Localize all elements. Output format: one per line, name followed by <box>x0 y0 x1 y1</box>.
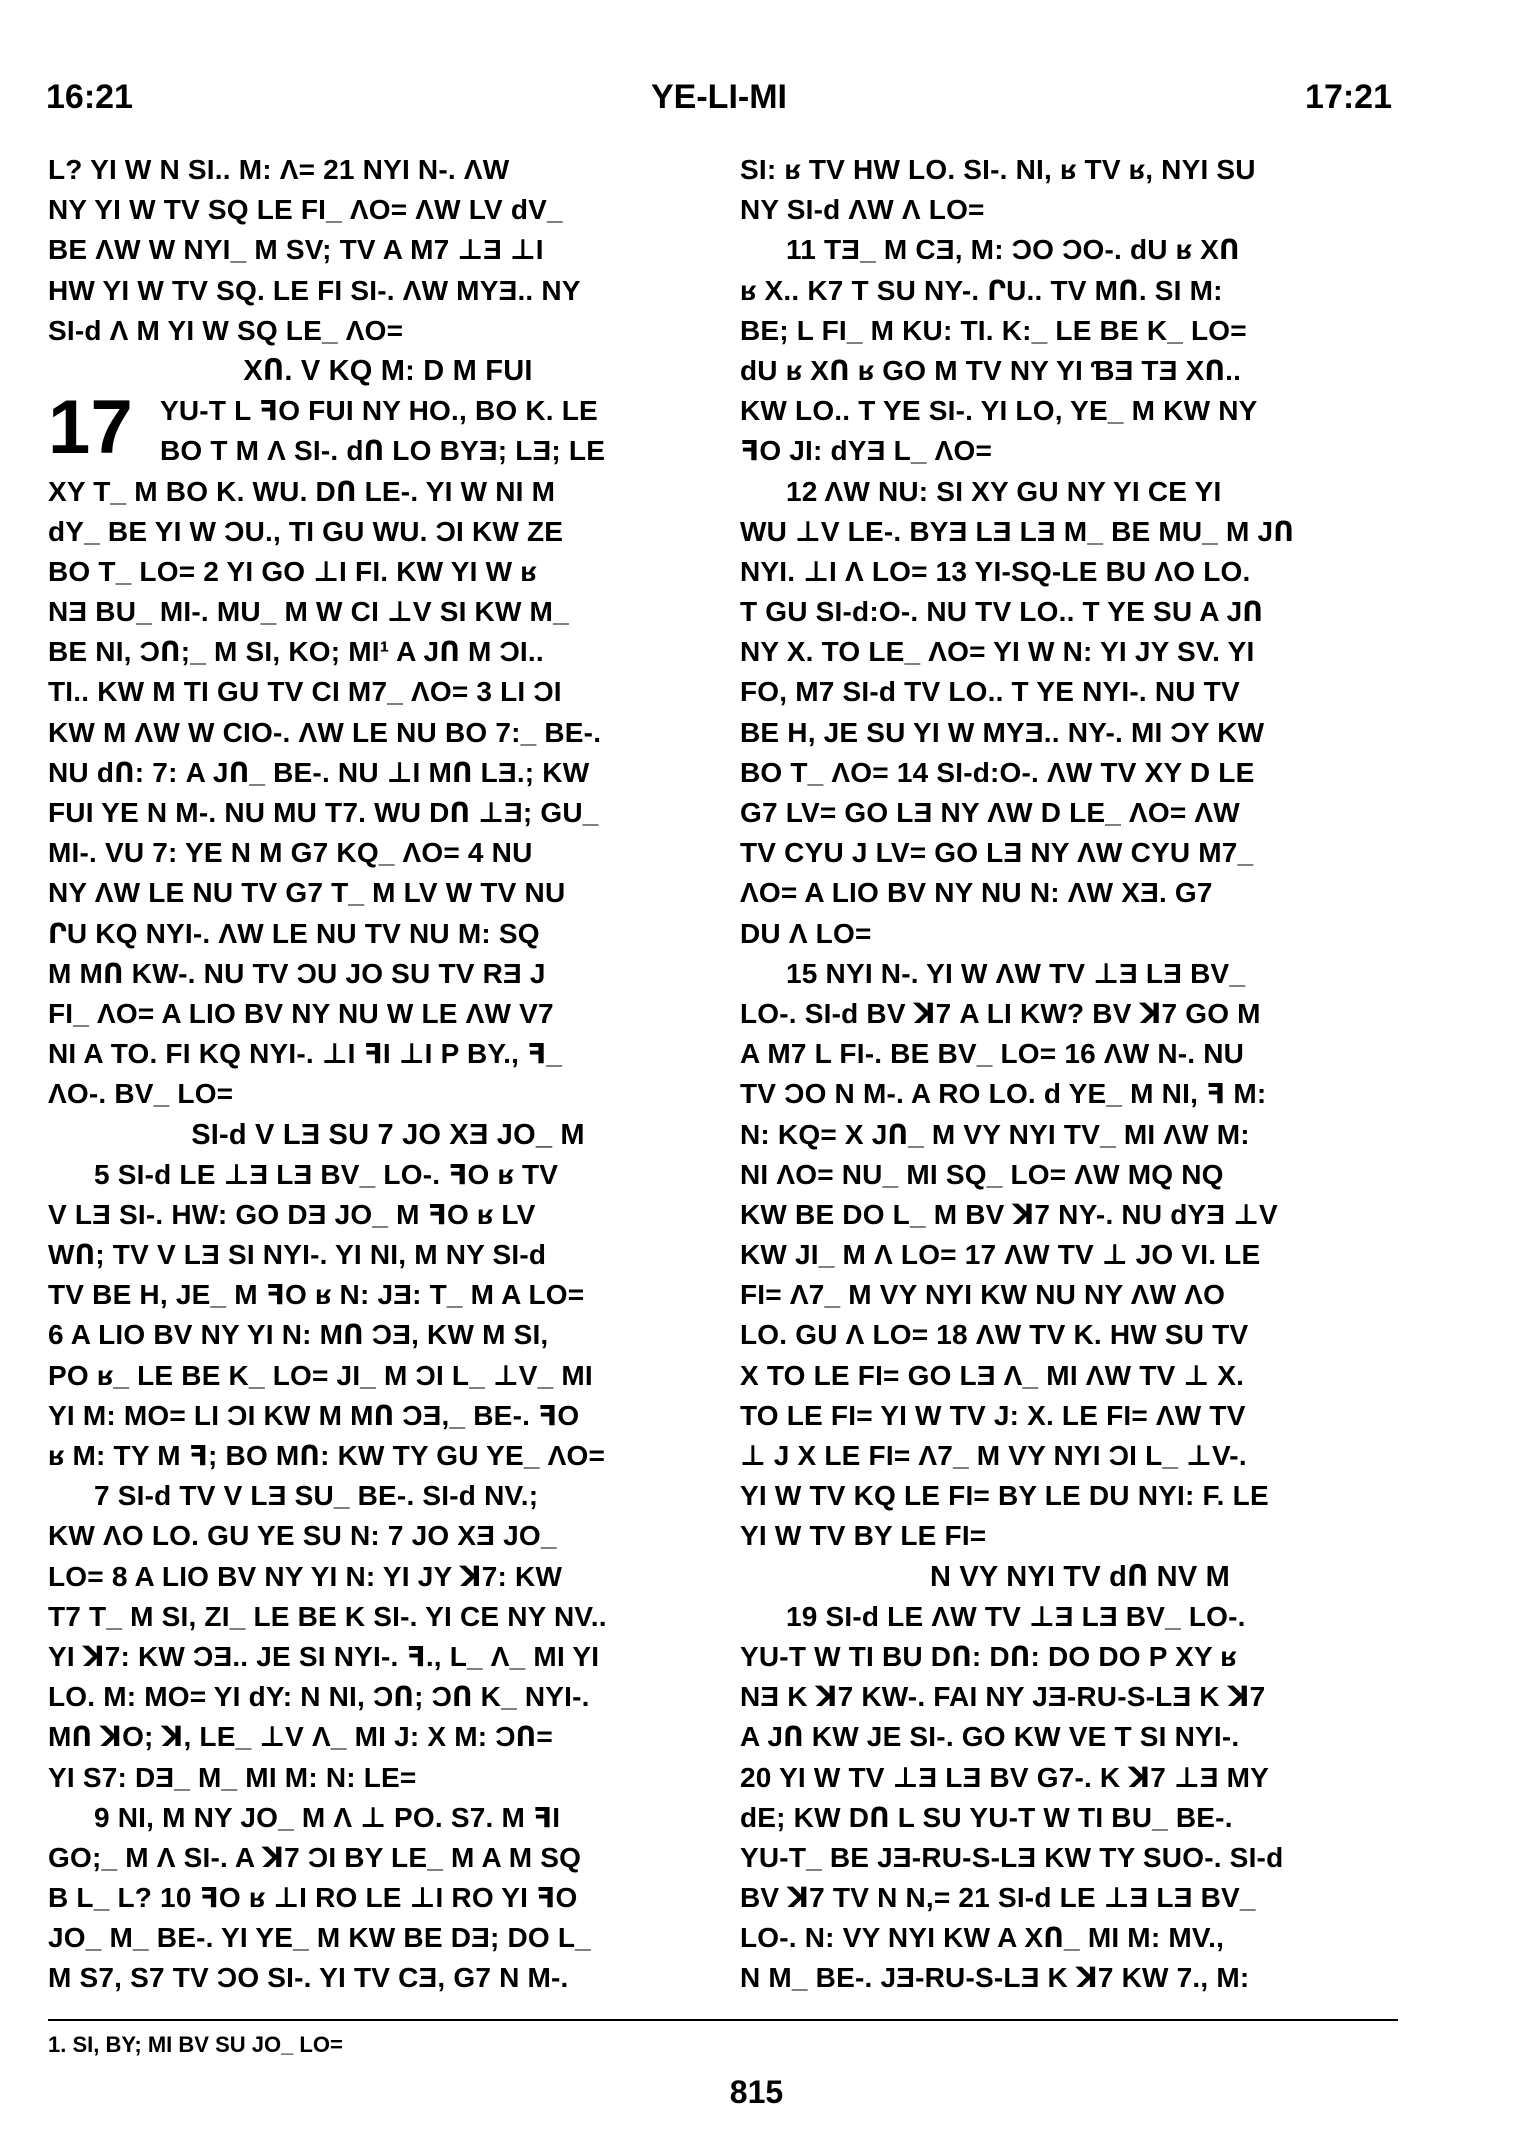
text-line: dE; KW DՈ L SU YU-T W TI BU_ BE-. <box>740 1801 1233 1833</box>
text-line: ՐU KQ NYI-. ΛW LE NU TV NU M: SQ <box>48 917 540 949</box>
text-line: FO, M7 SI-d TV LO.. T YE NYI-. NU TV <box>740 676 1240 708</box>
text-line: NY SI-d ΛW Λ LO= <box>740 194 985 226</box>
text-line: 9 NI, M NY JO_ M Λ ⊥ PO. S7. M ꟻI <box>94 1801 561 1833</box>
text-line: LO. GU Λ LO= 18 ΛW TV K. HW SU TV <box>740 1319 1249 1351</box>
text-line: KW JI_ M Λ LO= 17 ΛW TV ⊥ JO VI. LE <box>740 1239 1261 1271</box>
running-header <box>46 78 1392 128</box>
text-line: MI-. VU 7: YE N M G7 KQ_ ΛO= 4 NU <box>48 837 533 869</box>
text-line: BE H, JE SU YI W MYƎ.. NY-. MI ƆY KW <box>740 716 1265 748</box>
text-line: YI M: MO= LI ƆI KW M MՈ ƆƎ,_ BE-. ꟻO <box>48 1399 580 1431</box>
text-line: JO_ M_ BE-. YI YE_ M KW BE DƎ; DO L_ <box>48 1922 591 1954</box>
chapter-number: 17 <box>48 385 133 471</box>
text-line: KW BE DO L_ M BV ꓘ7 NY-. NU dYƎ ⊥V <box>740 1198 1278 1230</box>
footnote: 1. SI, BY; MI BV SU JO_ LO= <box>48 2032 343 2057</box>
text-line: ʁ X.. K7 T SU NY-. ՐU.. TV MՈ. SI M: <box>740 274 1223 306</box>
text-line: A JՈ KW JE SI-. GO KW VE T SI NYI-. <box>740 1721 1240 1753</box>
chapter-start <box>48 385 728 471</box>
text-line: BV ꓘ7 TV N N,= 21 SI-d LE ⊥Ǝ LƎ BV_ <box>740 1882 1256 1914</box>
text-line: T7 T_ M SI, ZI_ LE BE K SI-. YI CE NY NV.. <box>48 1600 607 1632</box>
text-line: GO;_ M Λ SI-. A ꓘ7 ƆI BY LE_ M A M SQ <box>48 1841 582 1873</box>
text-line: T GU SI-d:O-. NU TV LO.. T YE SU A JՈ <box>740 596 1264 628</box>
text-line: ʁ M: TY M ꟻ; BO MՈ: KW TY GU YE_ ΛO= <box>48 1440 606 1471</box>
section-heading: N VY NYI TV dՈ NV M <box>929 1560 1230 1593</box>
text-line: WՈ; TV V LƎ SI NYI-. YI NI, M NY SI-d <box>48 1239 547 1271</box>
text-line: NI ΛO= NU_ MI SQ_ LO= ΛW MQ NQ <box>740 1158 1224 1190</box>
text-line: YI W TV BY LE FI= <box>740 1520 987 1552</box>
text-line: LO-. N: VY NYI KW A XՈ_ MI M: MV., <box>740 1922 1225 1954</box>
text-line: KW M ΛW W CIO-. ΛW LE NU BO 7:_ BE-. <box>48 716 602 748</box>
text-line: TO LE FI= YI W TV J: X. LE FI= ΛW TV <box>740 1399 1246 1431</box>
text-line: XY T_ M BO K. WU. DՈ LE-. YI W NI M <box>48 475 556 507</box>
text-line: dY_ BE YI W ƆU., TI GU WU. ƆI KW ZE <box>48 515 564 547</box>
text-line: NƎ BU_ MI-. MU_ M W CI ⊥V SI KW M_ <box>48 596 569 628</box>
text-line: TV ƆO N M-. A RO LO. d YE_ M NI, ꟻ M: <box>740 1078 1267 1110</box>
section-heading: SI-d V LƎ SU 7 JO XƎ JO_ M <box>191 1118 585 1151</box>
text-line: TI.. KW M TI GU TV CI M7_ ΛO= 3 LI ƆI <box>48 676 562 708</box>
header-book-title: YE-LI-MI <box>651 78 787 116</box>
text-line: DU Λ LO= <box>740 917 872 949</box>
text-line: YI ꓘ7: KW ƆƎ.. JE SI NYI-. ꟻ., L_ Λ_ MI YI <box>48 1640 600 1672</box>
text-line: KW ΛO LO. GU YE SU N: 7 JO XƎ JO_ <box>48 1520 557 1552</box>
text-line: X TO LE FI= GO LƎ Λ_ MI ΛW TV ⊥ X. <box>740 1359 1245 1391</box>
text-line: FUI YE N M-. NU MU T7. WU DՈ ⊥Ǝ; GU_ <box>48 797 599 828</box>
text-line: B L_ L? 10 ꟻO ʁ ⊥I RO LE ⊥I RO YI ꟻO <box>48 1882 578 1914</box>
text-line: ΛO= A LIO BV NY NU N: ΛW XƎ. G7 <box>740 877 1213 909</box>
text-line: NYI. ⊥I Λ LO= 13 YI-SQ-LE BU ΛO LO. <box>740 555 1251 587</box>
text-line: YU-T W TI BU DՈ: DՈ: DO DO P XY ʁ <box>740 1640 1237 1672</box>
text-line: G7 LV= GO LƎ NY ΛW D LE_ ΛO= ΛW <box>740 797 1240 828</box>
text-line: 20 YI W TV ⊥Ǝ LƎ BV G7-. K ꓘ7 ⊥Ǝ MY <box>740 1761 1270 1793</box>
text-line: LO. M: MO= YI dY: N NI, ƆՈ; ƆՈ K_ NYI-. <box>48 1681 590 1713</box>
text-line: 5 SI-d LE ⊥Ǝ LƎ BV_ LO-. ꟻO ʁ TV <box>94 1158 559 1190</box>
text-line: BO T_ ΛO= 14 SI-d:O-. ΛW TV XY D LE <box>740 756 1255 788</box>
text-line: YI W TV KQ LE FI= BY LE DU NYI: F. LE <box>740 1480 1269 1512</box>
text-line: KW LO.. T YE SI-. YI LO, YE_ M KW NY <box>740 395 1258 427</box>
text-line: 7 SI-d TV V LƎ SU_ BE-. SI-d NV.; <box>94 1480 539 1512</box>
text-line: PO ʁ_ LE BE K_ LO= JI_ M ƆI L_ ⊥V_ MI <box>48 1359 593 1391</box>
text-line: BE ΛW W NYI_ M SV; TV A M7 ⊥Ǝ ⊥I <box>48 234 544 266</box>
text-line: 19 SI-d LE ΛW TV ⊥Ǝ LƎ BV_ LO-. <box>786 1600 1246 1632</box>
text-line: SI-d Λ M YI W SQ LE_ ΛO= <box>48 314 404 346</box>
text-line: HW YI W TV SQ. LE FI SI-. ΛW MYƎ.. NY <box>48 274 581 306</box>
text-line: L? YI W N SI.. M: Λ= 21 NYI N-. ΛW <box>48 154 510 185</box>
text-line: 12 ΛW NU: SI XY GU NY YI CE YI <box>786 475 1222 507</box>
text-line: WU ⊥V LE-. BYƎ LƎ LƎ M_ BE MU_ M JՈ <box>740 515 1294 547</box>
right-column <box>740 150 1420 1999</box>
text-line: YU-T L ꟻO FUI NY HO., BO K. LE <box>160 395 598 427</box>
text-line: BE; L FI_ M KU: TI. K:_ LE BE K_ LO= <box>740 314 1247 346</box>
text-line: LO= 8 A LIO BV NY YI N: YI JY ꓘ7: KW <box>48 1560 563 1592</box>
text-line: NY X. TO LE_ ΛO= YI W N: YI JY SV. YI <box>740 636 1255 668</box>
text-line: N M_ BE-. JƎ-RU-S-LƎ K ꓘ7 KW 7., M: <box>740 1962 1250 1994</box>
text-line: NƎ K ꓘ7 KW-. FAI NY JƎ-RU-S-LƎ K ꓘ7 <box>740 1681 1266 1713</box>
text-line: MՈ ꓘO; ꓘ, LE_ ⊥V Λ_ MI J: X M: ƆՈ= <box>48 1721 553 1753</box>
text-line: LO-. SI-d BV ꓘ7 A LI KW? BV ꓘ7 GO M <box>740 997 1261 1029</box>
text-line: YI S7: DƎ_ M_ MI M: N: LE= <box>48 1761 417 1793</box>
text-line: YU-T_ BE JƎ-RU-S-LƎ KW TY SUO-. SI-d <box>740 1841 1284 1873</box>
text-line: NY ΛW LE NU TV G7 T_ M LV W TV NU <box>48 877 566 909</box>
text-line: FI= Λ7_ M VY NYI KW NU NY ΛW ΛO <box>740 1279 1226 1311</box>
text-line: ΛO-. BV_ LO= <box>48 1078 234 1110</box>
page-number: 815 <box>729 2074 784 2110</box>
text-line: NU dՈ: 7: A JՈ_ BE-. NU ⊥I MՈ LƎ.; KW <box>48 756 590 788</box>
text-line: dU ʁ XՈ ʁ GO M TV NY YI ƁƎ TƎ XՈ.. <box>740 354 1242 386</box>
text-line: TV BE H, JE_ M ꟻO ʁ N: JƎ: T_ M A LO= <box>48 1279 585 1311</box>
text-line: A M7 L FI-. BE BV_ LO= 16 ΛW N-. NU <box>740 1038 1245 1070</box>
text-line: N: KQ= X JՈ_ M VY NYI TV_ MI ΛW M: <box>740 1118 1250 1150</box>
text-line: BO T M Λ SI-. dՈ LO BYƎ; LƎ; LE <box>160 435 606 467</box>
section-heading: XՈ. V KQ M: D M FUI <box>243 354 533 387</box>
text-line: 11 TƎ_ M CƎ, M: ƆO ƆO-. dU ʁ XՈ <box>786 234 1240 266</box>
footnote-rule <box>48 2019 1398 2021</box>
text-line: TV CYU J LV= GO LƎ NY ΛW CYU M7_ <box>740 837 1254 869</box>
text-line: 6 A LIO BV NY YI N: MՈ ƆƎ, KW M SI, <box>48 1319 549 1351</box>
text-line: ꟻO JI: dYƎ L_ ΛO= <box>740 435 993 467</box>
text-line: FI_ ΛO= A LIO BV NY NU W LE ΛW V7 <box>48 997 554 1029</box>
text-line: M S7, S7 TV ƆO SI-. YI TV CƎ, G7 N M-. <box>48 1962 569 1994</box>
header-right-reference: 17:21 <box>1305 78 1392 116</box>
text-line: SI: ʁ TV HW LO. SI-. NI, ʁ TV ʁ, NYI SU <box>740 154 1256 185</box>
header-left-reference: 16:21 <box>46 78 133 116</box>
text-line: M MՈ KW-. NU TV ƆU JO SU TV RƎ J <box>48 957 546 989</box>
text-line: BE NI, ƆՈ;_ M SI, KO; MI¹ A JՈ M ƆI.. <box>48 636 544 668</box>
text-line: 15 NYI N-. YI W ΛW TV ⊥Ǝ LƎ BV_ <box>786 957 1246 989</box>
text-line: ⊥ J X LE FI= Λ7_ M VY NYI ƆI L_ ⊥V-. <box>740 1440 1247 1471</box>
text-line: NY YI W TV SQ LE FI_ ΛO= ΛW LV dV_ <box>48 194 563 226</box>
text-line: NI A TO. FI KQ NYI-. ⊥I ꟻI ⊥I P BY., ꟻ_ <box>48 1038 563 1070</box>
text-line: V LƎ SI-. HW: GO DƎ JO_ M ꟻO ʁ LV <box>48 1198 536 1230</box>
left-column <box>48 150 728 1999</box>
text-line: BO T_ LO= 2 YI GO ⊥I FI. KW YI W ʁ <box>48 555 537 587</box>
